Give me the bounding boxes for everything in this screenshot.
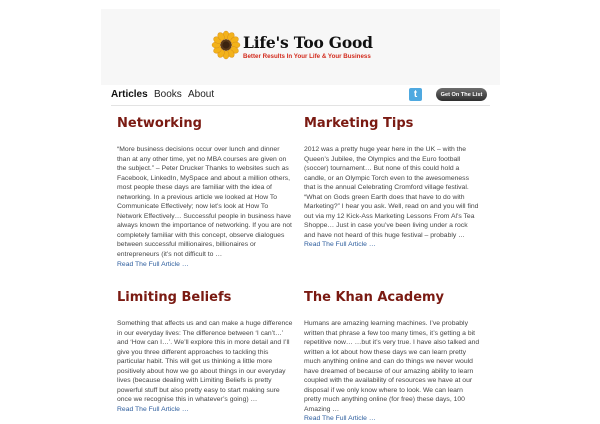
site-logo[interactable] bbox=[212, 31, 372, 67]
read-more-link[interactable]: Read The Full Article … bbox=[117, 260, 189, 268]
read-more-link[interactable]: Read The Full Article … bbox=[304, 241, 376, 249]
nav-divider bbox=[111, 105, 490, 106]
read-more-link[interactable]: Read The Full Article … bbox=[117, 405, 189, 413]
post-marketing-tips bbox=[304, 116, 480, 250]
post-title[interactable]: The Khan Academy bbox=[304, 290, 445, 305]
twitter-glyph: t bbox=[413, 88, 418, 100]
post-excerpt: Humans are amazing learning machines. I’ve probably written that phrase a few too many times, it’s getting a bit repetitive now… …but it’s very true. I have also talked and written a lot about how these days we can learn pretty much anything online and can do things we never would have dreamed of because of our amazing ability to learn coupled with the availability of resources we have at our disposal if we only know where to look. We can learn pretty much anything online (for free) these days, 100 Amazing … bbox=[304, 320, 480, 413]
twitter-icon[interactable] bbox=[409, 88, 422, 101]
sunflower-icon bbox=[212, 31, 240, 59]
post-excerpt: “More business decisions occur over lunch and dinner than at any other time, yet no MBA courses are given on the subject.” – Peter Drucker Thanks to websites such as Facebook, LinkedIn, MySpace and about a million others, most people these days are familiar with the idea of networking. In a previous article we looked at How To Communicate Effectively; now let’s look at How To Network Effectively… Successful people in business have always known the importance of networking. If you are not completely familiar with this concept, observe dialogues between successful millionaires, billionaires or entrepreneurs (it’s not difficult to … bbox=[117, 146, 292, 259]
post-networking bbox=[117, 116, 293, 269]
logo-tagline: Better Results In Your Life & Your Business bbox=[243, 53, 371, 60]
post-excerpt: 2012 was a pretty huge year here in the UK – with the Queen’s Jubilee, the Olympics and the Euro football (soccer) tournament… But none of this could hold a candle, or an Olympic Torch even to the awesomeness that is the annual Celebrating Cromford village festival. “What on Gods green Earth does that have to do with Marketing?” I hear you ask. Well, read on and you will find out via my 12 Kick-Ass Marketing Lessons From Al’s Tea Shoppe… Just in case you’ve been living under a rock and have not heard of this huge festival – probably … bbox=[304, 146, 479, 239]
post-excerpt: Something that affects us and can make a huge difference in our everyday lives: The difference between ‘I can’t…’ and ‘How can I…’. We’ll explore this in more detail and I’ll give you three different approaches to tackling this particular habit. This will get us thinking a little more positively about how we go about things in our everyday lives (because dealing with Limiting Beliefs is pretty powerful stuff but also pretty easy to start making sure once we recognise this in whatever’s going) … bbox=[117, 320, 293, 404]
nav-articles[interactable]: Articles bbox=[111, 89, 148, 100]
read-more-link[interactable]: Read The Full Article … bbox=[304, 415, 376, 423]
post-title[interactable]: Marketing Tips bbox=[304, 116, 414, 131]
nav-books[interactable]: Books bbox=[154, 89, 182, 100]
post-title[interactable]: Networking bbox=[117, 116, 202, 131]
nav-about[interactable]: About bbox=[188, 89, 215, 100]
post-title[interactable]: Limiting Beliefs bbox=[117, 290, 232, 305]
get-on-the-list-button[interactable]: Get On The List bbox=[436, 88, 487, 101]
post-limiting-beliefs bbox=[117, 290, 293, 414]
post-khan-academy bbox=[304, 290, 480, 424]
logo-title: Life's Too Good bbox=[243, 33, 373, 52]
